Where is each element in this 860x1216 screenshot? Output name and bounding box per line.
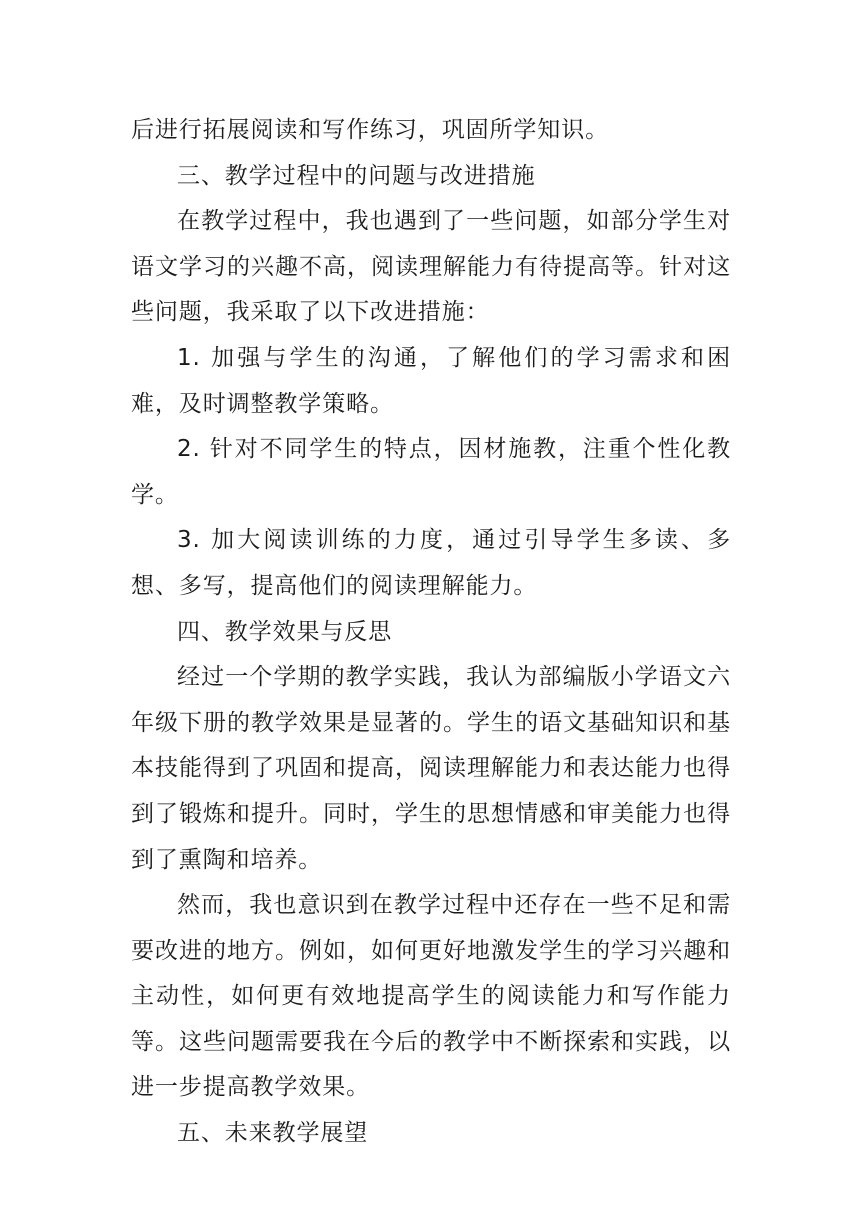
section-heading-problems: 三、教学过程中的问题与改进措施 bbox=[177, 162, 536, 189]
section-heading-outlook: 五、未来教学展望 bbox=[177, 1120, 369, 1147]
list-item-2: 2. 针对不同学生的特点，因材施教，注重个性化教学。 bbox=[131, 436, 731, 508]
paragraph-effects: 经过一个学期的教学实践，我认为部编版小学语文六年级下册的教学效果是显著的。学生的语文基础知识和基本技能得到了巩固和提高，阅读理解能力和表达能力也得到了锻炼和提升。同时，学生的思想情感和审美能力也得到了熏陶和培养。 bbox=[131, 664, 731, 873]
section-heading-effects: 四、教学效果与反思 bbox=[177, 618, 393, 645]
paragraph-reflection: 然而，我也意识到在教学过程中还存在一些不足和需要改进的地方。例如，如何更好地激发学生的学习兴趣和主动性，如何更有效地提高学生的阅读能力和写作能力等。这些问题需要我在今后的教学中不断探索和实践，以进一步提高教学效果。 bbox=[131, 892, 731, 1101]
list-item-3: 3. 加大阅读训练的力度，通过引导学生多读、多想、多写，提高他们的阅读理解能力。 bbox=[131, 527, 731, 599]
paragraph-problems-intro: 在教学过程中，我也遇到了一些问题，如部分学生对语文学习的兴趣不高，阅读理解能力有待提高等。针对这些问题，我采取了以下改进措施： bbox=[131, 208, 731, 326]
paragraph-continuation: 后进行拓展阅读和写作练习，巩固所学知识。 bbox=[131, 117, 609, 143]
list-item-1: 1. 加强与学生的沟通，了解他们的学习需求和困难，及时调整教学策略。 bbox=[131, 344, 731, 417]
document-body bbox=[131, 108, 731, 1157]
